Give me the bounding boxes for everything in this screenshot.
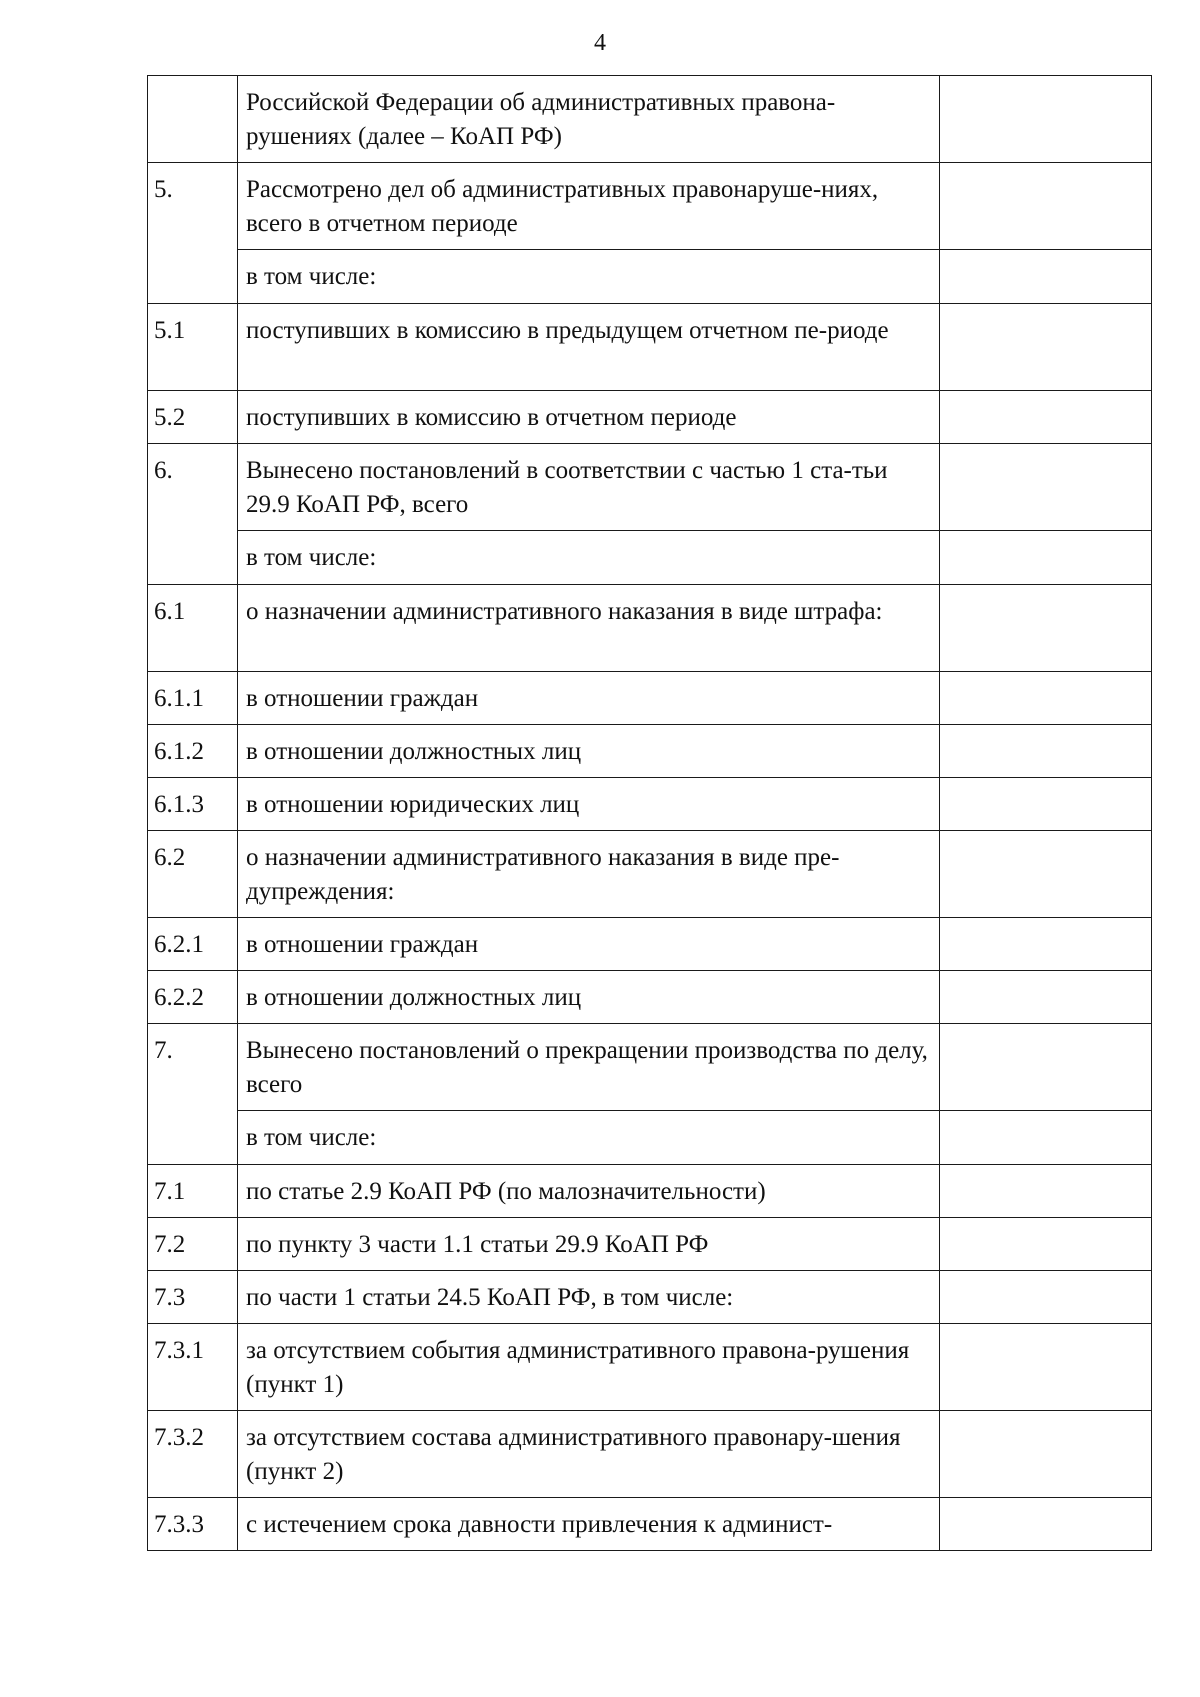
row-value-cell[interactable] <box>940 531 1152 585</box>
row-value-cell[interactable] <box>940 1111 1152 1165</box>
row-number: 5.2 <box>148 391 238 444</box>
table-row <box>148 1411 1152 1498</box>
row-description: за отсутствием события административного правона-рушения (пункт 1) <box>238 1324 940 1411</box>
table-row <box>148 1498 1152 1551</box>
row-subheading: в том числе: <box>238 531 940 585</box>
row-description: по пункту 3 части 1.1 статьи 29.9 КоАП РФ <box>238 1218 940 1271</box>
row-number: 6. <box>148 444 238 585</box>
row-description: поступивших в комиссию в предыдущем отчетном пе-риоде <box>238 304 940 391</box>
row-value-cell[interactable] <box>940 918 1152 971</box>
table-subrow <box>148 531 1152 585</box>
row-description: Рассмотрено дел об административных правонаруше-ниях, всего в отчетном периоде <box>238 163 940 250</box>
table-row <box>148 831 1152 918</box>
row-number: 6.1.2 <box>148 725 238 778</box>
row-value-cell[interactable] <box>940 725 1152 778</box>
row-number: 6.2.1 <box>148 918 238 971</box>
row-value-cell[interactable] <box>940 1024 1152 1111</box>
row-description: в отношении должностных лиц <box>238 725 940 778</box>
table-row <box>148 971 1152 1024</box>
row-description: в отношении граждан <box>238 672 940 725</box>
row-number: 7.2 <box>148 1218 238 1271</box>
row-description: поступивших в комиссию в отчетном периоде <box>238 391 940 444</box>
row-value-cell[interactable] <box>940 831 1152 918</box>
table-row <box>148 304 1152 391</box>
row-description: о назначении административного наказания в виде пре-дупреждения: <box>238 831 940 918</box>
table-row <box>148 1271 1152 1324</box>
row-description: в отношении юридических лиц <box>238 778 940 831</box>
row-value-cell[interactable] <box>940 1271 1152 1324</box>
table-subrow <box>148 250 1152 304</box>
table-row <box>148 1165 1152 1218</box>
row-description: в отношении граждан <box>238 918 940 971</box>
row-description: в отношении должностных лиц <box>238 971 940 1024</box>
row-value-cell[interactable] <box>940 672 1152 725</box>
row-value-cell[interactable] <box>940 163 1152 250</box>
table-row <box>148 76 1152 163</box>
row-number: 6.2 <box>148 831 238 918</box>
table-row <box>148 585 1152 672</box>
row-description: по части 1 статьи 24.5 КоАП РФ, в том числе: <box>238 1271 940 1324</box>
row-value-cell[interactable] <box>940 585 1152 672</box>
row-description: за отсутствием состава административного правонару-шения (пункт 2) <box>238 1411 940 1498</box>
table-row <box>148 725 1152 778</box>
row-value-cell[interactable] <box>940 1165 1152 1218</box>
row-description: по статье 2.9 КоАП РФ (по малозначительности) <box>238 1165 940 1218</box>
row-number: 5.1 <box>148 304 238 391</box>
row-value-cell[interactable] <box>940 971 1152 1024</box>
row-value-cell[interactable] <box>940 391 1152 444</box>
row-number: 7.3.1 <box>148 1324 238 1411</box>
row-value-cell[interactable] <box>940 1218 1152 1271</box>
row-value-cell[interactable] <box>940 778 1152 831</box>
row-value-cell[interactable] <box>940 1411 1152 1498</box>
table-row <box>148 1324 1152 1411</box>
row-number: 5. <box>148 163 238 304</box>
page-number: 4 <box>594 30 606 56</box>
row-number: 6.1.3 <box>148 778 238 831</box>
row-description: о назначении административного наказания в виде штрафа: <box>238 585 940 672</box>
row-number: 7.1 <box>148 1165 238 1218</box>
row-number: 6.1.1 <box>148 672 238 725</box>
row-description: Российской Федерации об административных правона-рушениях (далее – КоАП РФ) <box>238 76 940 163</box>
table-subrow <box>148 1111 1152 1165</box>
row-number: 7.3.3 <box>148 1498 238 1551</box>
table-row <box>148 1024 1152 1111</box>
row-number: 7. <box>148 1024 238 1165</box>
table-row <box>148 163 1152 250</box>
row-value-cell[interactable] <box>940 1324 1152 1411</box>
row-number: 7.3.2 <box>148 1411 238 1498</box>
table-row <box>148 391 1152 444</box>
row-value-cell[interactable] <box>940 250 1152 304</box>
table-row <box>148 1218 1152 1271</box>
row-value-cell[interactable] <box>940 1498 1152 1551</box>
row-description: Вынесено постановлений о прекращении производства по делу, всего <box>238 1024 940 1111</box>
row-number: 6.2.2 <box>148 971 238 1024</box>
row-number: 6.1 <box>148 585 238 672</box>
table-row <box>148 778 1152 831</box>
table-row <box>148 918 1152 971</box>
row-number <box>148 76 238 163</box>
row-subheading: в том числе: <box>238 250 940 304</box>
row-description: с истечением срока давности привлечения к админист- <box>238 1498 940 1551</box>
row-subheading: в том числе: <box>238 1111 940 1165</box>
row-number: 7.3 <box>148 1271 238 1324</box>
table-row <box>148 444 1152 531</box>
row-value-cell[interactable] <box>940 304 1152 391</box>
table-row <box>148 672 1152 725</box>
row-value-cell[interactable] <box>940 444 1152 531</box>
row-description: Вынесено постановлений в соответствии с частью 1 ста-тьи 29.9 КоАП РФ, всего <box>238 444 940 531</box>
row-value-cell[interactable] <box>940 76 1152 163</box>
report-table <box>147 75 1152 1551</box>
